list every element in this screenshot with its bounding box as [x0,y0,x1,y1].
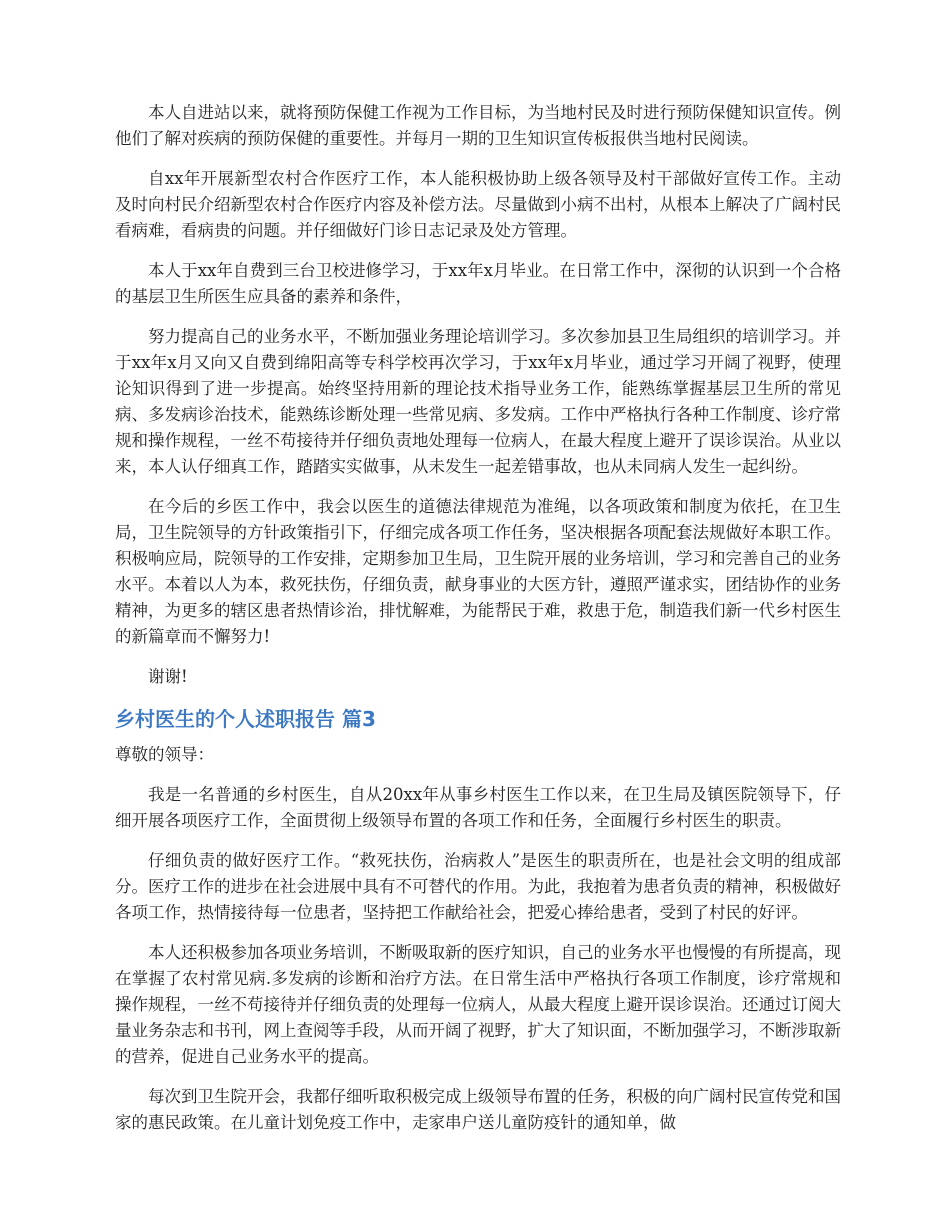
paragraph: 仔细负责的做好医疗工作。“救死扶伤，治病救人”是医生的职责所在，也是社会文明的组成部分。医疗工作的进步在社会进展中具有不可替代的作用。为此，我抱着为患者负责的精神，积极做好各项工作，热情接待每一位患者，坚持把工作献给社会，把爱心捧给患者，受到了村民的好评。 [115,851,841,922]
paragraph: 我是一名普通的乡村医生，自从20xx年从事乡村医生工作以来，在卫生局及镇医院领导下，仔细开展各项医疗工作，全面贯彻上级领导布置的各项工作和任务，全面履行乡村医生的职责。 [115,785,841,830]
paragraph: 自xx年开展新型农村合作医疗工作，本人能积极协助上级各领导及村干部做好宣传工作。主动及时向村民介绍新型农村合作医疗内容及补偿方法。尽量做到小病不出村，从根本上解决了广阔村民看病难，看病贵的问题。并仔细做好门诊日志记录及处方管理。 [115,169,841,240]
closing-thanks: 谢谢! [148,667,188,686]
paragraph: 在今后的乡医工作中，我会以医生的道德法律规范为准绳，以各项政策和制度为依托，在卫生局，卫生院领导的方针政策指引下，仔细完成各项工作任务，坚决根据各项配套法规做好本职工作。积极响应局，院领导的工作安排，定期参加卫生局，卫生院开展的业务培训，学习和完善自己的业务水平。本着以人为本，救死扶伤，仔细负责，献身事业的大医方针，遵照严谨求实，团结协作的业务精神，为更多的辖区患者热情诊治，排忧解难，为能帮民于难，救患于危，制造我们新一代乡村医生的新篇章而不懈努力! [115,497,841,646]
document-page [115,100,841,1150]
paragraph: 努力提高自己的业务水平，不断加强业务理论培训学习。多次参加县卫生局组织的培训学习。并于xx年x月又向又自费到绵阳高等专科学校再次学习，于xx年x月毕业，通过学习开阔了视野，使理论知识得到了进一步提高。始终坚持用新的理论技术指导业务工作，能熟练掌握基层卫生所的常见病、多发病诊治技术，能熟练诊断处理一些常见病、多发病。工作中严格执行各种工作制度、诊疗常规和操作规程，一丝不苟接待并仔细负责地处理每一位病人，在最大程度上避开了误诊误治。从业以来，本人认仔细真工作，踏踏实实做事，从未发生一起差错事故，也从未同病人发生一起纠纷。 [115,327,841,476]
paragraph: 本人还积极参加各项业务培训，不断吸取新的医疗知识，自己的业务水平也慢慢的有所提高，现在掌握了农村常见病.多发病的诊断和治疗方法。在日常生活中严格执行各项工作制度，诊疗常规和操作规程，一丝不苟接待并仔细负责的处理每一位病人，从最大程度上避开误诊误治。还通过订阅大量业务杂志和书刊，网上查阅等手段，从而开阔了视野，扩大了知识面，不断加强学习，不断涉取新的营养，促进自己业务水平的提高。 [115,943,841,1066]
paragraph: 本人于xx年自费到三台卫校进修学习，于xx年x月毕业。在日常工作中，深彻的认识到一个合格的基层卫生所医生应具备的素养和条件， [115,261,841,306]
greeting: 尊敬的领导： [115,745,214,764]
paragraph: 本人自进站以来，就将预防保健工作视为工作目标，为当地村民及时进行预防保健知识宣传。例他们了解对疾病的预防保健的重要性。并每月一期的卫生知识宣传板报供当地村民阅读。 [115,103,841,148]
section-heading: 乡村医生的个人述职报告 篇3 [115,707,376,731]
paragraph: 每次到卫生院开会，我都仔细听取积极完成上级领导布置的任务，积极的向广阔村民宣传党和国家的惠民政策。在儿童计划免疫工作中，走家串户送儿童防疫针的通知单，做 [115,1087,841,1132]
